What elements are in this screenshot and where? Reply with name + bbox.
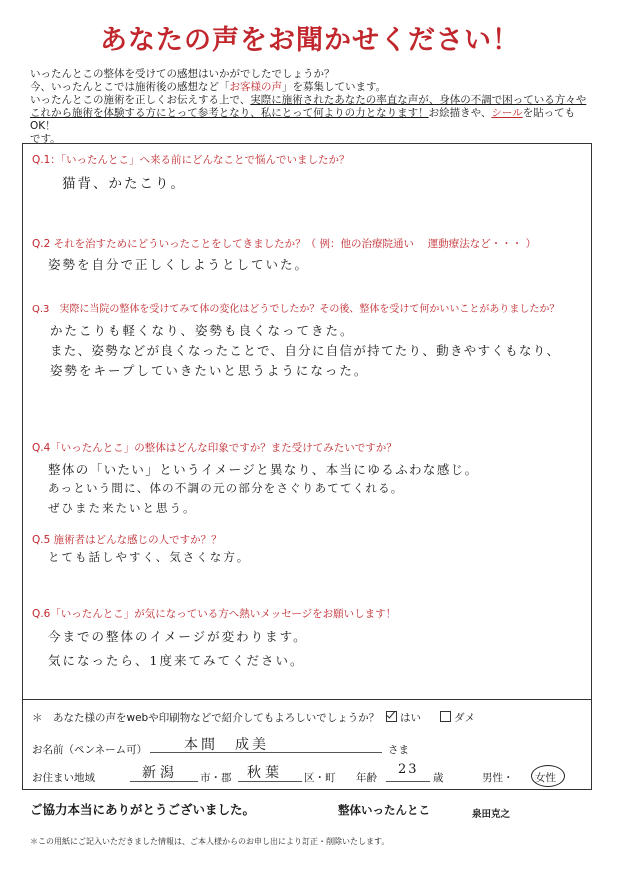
answer-3-line-1: かたこりも軽くなり、姿勢も良くなってきた。 [50,323,355,338]
age-label: 年齢 [356,772,377,784]
intro-line-4d: を貼ってもOK！ [30,107,576,132]
question-5: Q.5 施術者はどんな感じの人ですか？？ [32,534,222,546]
name-honorific: さま [388,744,409,756]
intro-text [30,68,600,146]
thanks-message: ご協力本当にありがとうございました。 [30,802,256,817]
name-value[interactable]: 本間 成美 [184,737,269,753]
clinic-name: 整体いったんとこ [338,803,430,817]
consent-no-label: ダメ [454,712,475,724]
name-label: お名前（ペンネーム可） [32,744,148,756]
question-3: Q.3 実際に当院の整体を受けてみて体の変化はどうでしたか？その後、整体を受けて何かいいことがありましたか？ [32,304,560,315]
age-unit: 歳 [433,772,444,784]
address-label: お住まい地域 [32,772,95,784]
answer-4-line-2: あっという間に、体の不調の元の部分をさぐりあててくれる。 [48,481,404,495]
ward-label: 区・町 [304,772,336,784]
question-2: Q.2 それを治すためにどういったことをしてきましたか？（ 例：他の治療院通い 運動療法など・・・ ） [32,238,537,250]
gender-male-option[interactable]: 男性・ [482,772,514,784]
consent-yes-label: はい [400,712,421,724]
city-label: 市・郡 [200,772,232,784]
intro-line-5: です。 [30,133,61,145]
intro-line-2a: 今、いったんとこでは施術後の感想など「 [30,81,230,93]
gender-female-option[interactable]: 女性 [535,772,556,784]
intro-line-4a: これから施術を体験する方にとって参考となり、私にとって何よりの力となります！ [30,107,429,119]
answer-5: とても話しやすく、気さくな方。 [48,550,251,564]
intro-highlight-sticker: シール [491,107,523,119]
answer-4-line-1: 整体の「いたい」というイメージと異なり、本当にゆるふわな感じ。 [48,462,479,477]
question-1: Q.1：「いったんとこ」へ来る前にどんなことで悩んでいましたか？ [32,154,350,166]
page-title: あなたの声をお聞かせください！ [100,25,520,56]
privacy-note: ＊この用紙にご記入いただきました情報は、ご本人様からのお申し出により訂正・削除いたします。 [30,837,390,846]
gender-selected-circle [531,765,565,787]
age-underline [386,781,430,782]
consent-no-option[interactable] [440,710,475,725]
answer-2: 姿勢を自分で正しくしようとしていた。 [48,257,310,272]
ward-underline [238,781,302,782]
age-value[interactable]: 23 [398,762,419,777]
checkbox-empty-icon[interactable] [440,711,451,722]
answer-6-line-1: 今までの整体のイメージが変わります。 [48,629,308,644]
prefecture-underline [130,781,198,782]
name-underline [150,752,382,753]
intro-line-4b: お絵描きや、 [428,107,492,119]
answer-4-line-3: ぜひまた来たいと思う。 [48,501,197,515]
intro-line-3a: いったんとこの施術を正しくお伝えする上で、 [30,94,251,106]
ward-value[interactable]: 秋葉 [247,765,283,781]
answer-1: 猫背、かたこり。 [62,176,186,192]
answer-3-line-2: また、姿勢などが良くなったことで、自分に自信が持てたり、動きやすくもなり、 [50,343,561,358]
answer-6-line-2: 気になったら、1度来てみてください。 [48,653,305,668]
intro-line-1: いったんとこの整体を受けての感想はいかがでしたでしょうか？ [30,68,335,80]
owner-name: 泉田克之 [472,809,511,820]
intro-line-2c: 」を募集しています。 [282,81,387,93]
consent-yes-option[interactable] [386,710,421,725]
consent-question: ＊ あなた様の声をwebや印刷物などで紹介してもよろしいでしょうか？ [32,712,380,724]
question-6: Q.6「いったんとこ」が気になっている方へ熱いメッセージをお願いします！ [32,608,397,620]
prefecture-value[interactable]: 新潟 [142,765,178,781]
answer-3-line-3: 姿勢をキープしていきたいと思うようになった。 [50,363,369,378]
intro-line-3b: 実際に施術されたあなたの率直な声が、身体の不調で困っている方々や [250,94,587,106]
checkbox-checked-icon[interactable] [386,711,397,722]
intro-highlight-voice: お客様の声 [229,81,282,93]
question-4: Q.4「いったんとこ」の整体はどんな印象ですか？また受けてみたいですか？ [32,442,397,454]
